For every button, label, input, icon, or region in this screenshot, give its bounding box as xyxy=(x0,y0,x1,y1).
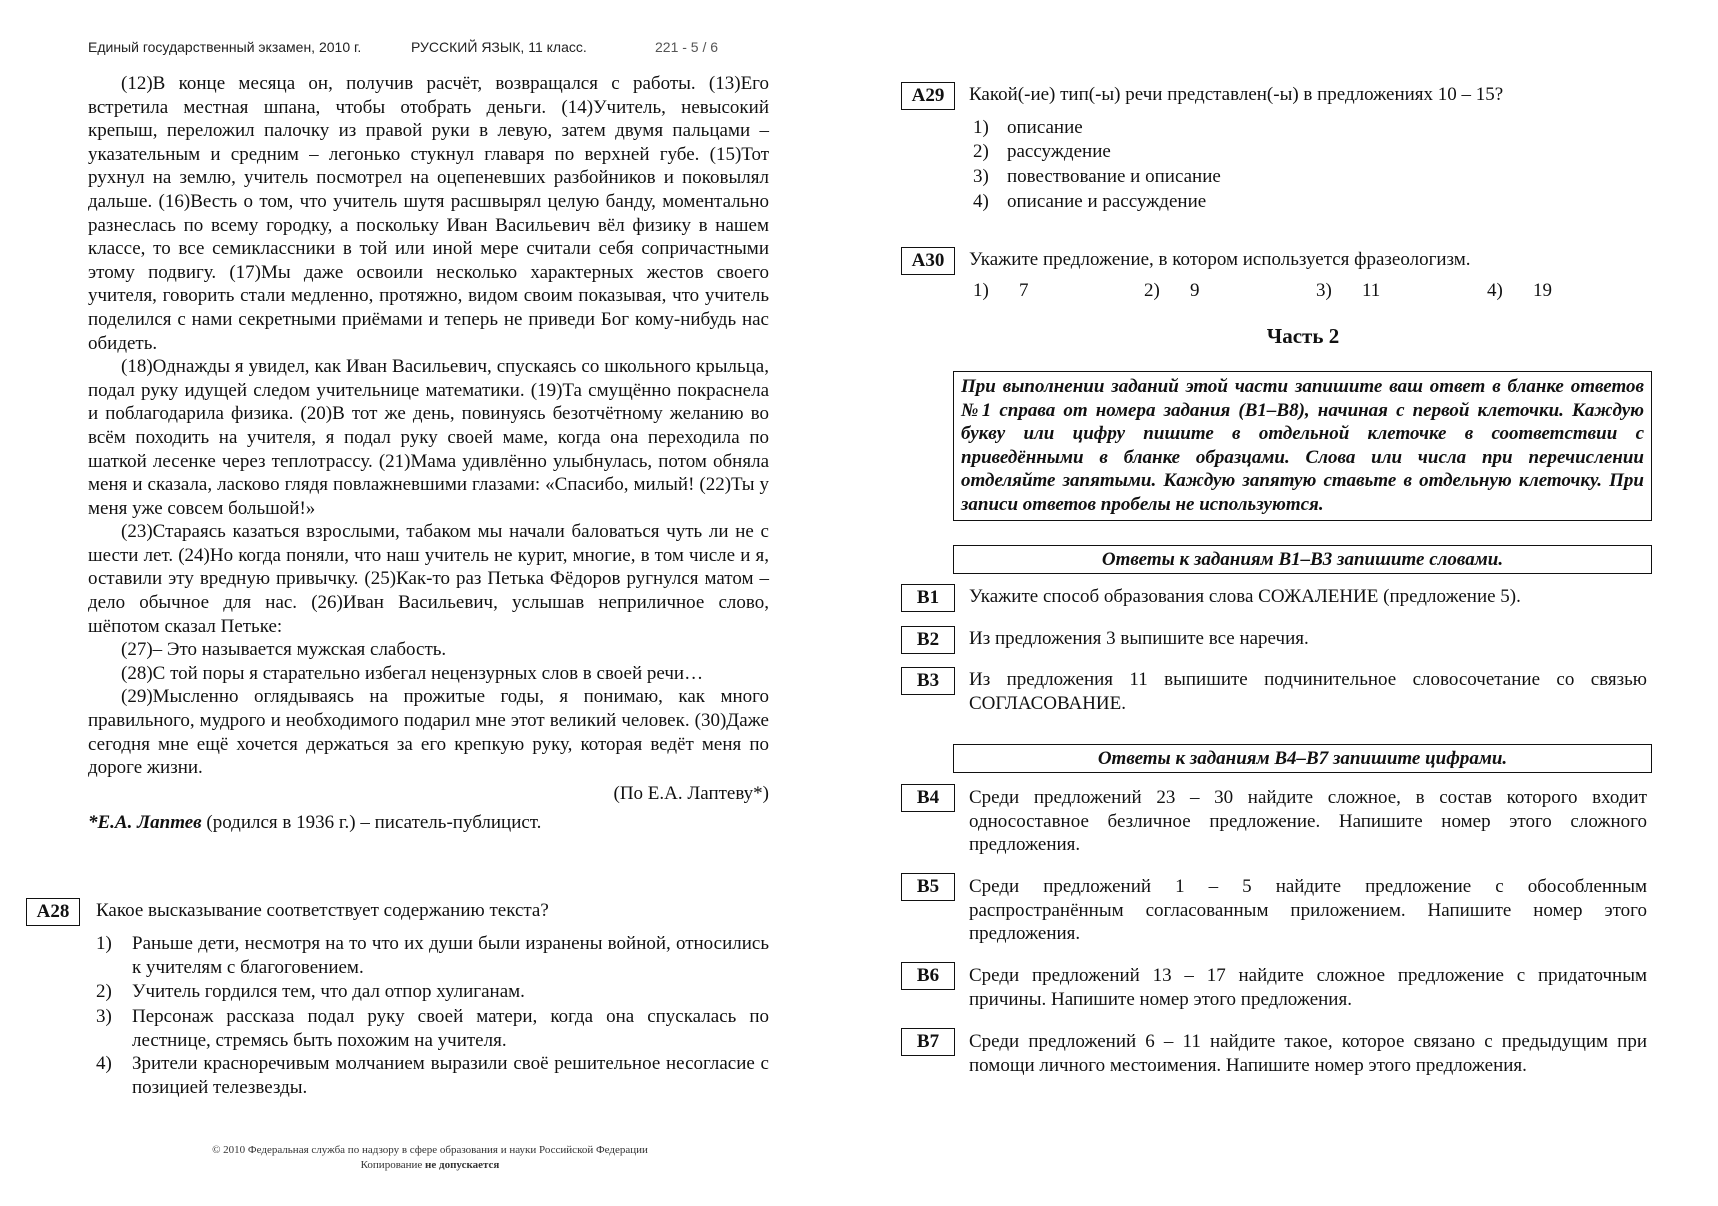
option-number: 1) xyxy=(96,933,112,954)
task-label-b1: В1 xyxy=(901,584,955,612)
b4-question: Среди предложений 23 – 30 найдите сложное, в состав которого входит односоставное безличное предложение. Напишите номер этого сложного предложения. xyxy=(969,787,1647,856)
option-text: 19 xyxy=(1533,280,1552,301)
a28-option xyxy=(96,932,769,979)
option-number: 4) xyxy=(1487,280,1503,301)
a29-option xyxy=(973,165,1221,189)
option-number: 2) xyxy=(1144,280,1160,301)
option-number: 3) xyxy=(973,166,989,187)
option-text: 9 xyxy=(1190,280,1200,301)
option-number: 2) xyxy=(973,141,989,162)
words-heading: Ответы к заданиям В1–В3 запишите словами. xyxy=(953,545,1652,574)
a30-question: Укажите предложение, в котором используется фразеологизм. xyxy=(969,249,1471,270)
option-number: 4) xyxy=(96,1053,112,1074)
task-label-b2: В2 xyxy=(901,626,955,654)
a29-option xyxy=(973,116,1083,140)
b5-question: Среди предложений 1 – 5 найдите предложение с обособленным распространённым согласованным приложением. Напишите номер этого предложения. xyxy=(969,876,1647,945)
option-text: Раньше дети, несмотря на то что их души были изранены войной, относились к учителям с благоговением. xyxy=(132,933,769,978)
b2-question: Из предложения 3 выпишите все наречия. xyxy=(969,628,1309,649)
a29-option xyxy=(973,140,1111,164)
text-paragraph: (27)– Это называется мужская слабость. xyxy=(121,639,447,661)
task-label-b5: В5 xyxy=(901,873,955,901)
option-text: повествование и описание xyxy=(1007,166,1221,187)
text-paragraph: (29)Мысленно оглядываясь на прожитые годы, я понимаю, как много правильного, мудрого и необходимого подарил мне этот великий человек. (30)Даже сегодня мне ещё хочется держаться за его крепкую руку, которая ведёт меня по дороге жизни. xyxy=(88,686,769,779)
option-text: Зрители красноречивым молчанием выразили своё решительное несогласие с позицией телезвезды. xyxy=(132,1053,769,1098)
task-label-b3: В3 xyxy=(901,667,955,695)
attribution: (По Е.А. Лаптеву*) xyxy=(613,782,769,804)
a29-question: Какой(-ие) тип(-ы) речи представлен(-ы) в предложениях 10 – 15? xyxy=(969,84,1504,105)
a29-option xyxy=(973,190,1206,214)
option-number: 3) xyxy=(1316,280,1332,301)
a28-option xyxy=(96,1052,769,1099)
task-label-b7: В7 xyxy=(901,1028,955,1056)
a30-option xyxy=(1487,279,1552,303)
reading-text xyxy=(88,72,769,835)
text-paragraph: (23)Стараясь казаться взрослыми, табаком мы начали баловаться чуть ли не с шести лет. (24)Но когда поняли, что наш учитель не курит, многие, в том числе и я, оставили эту вредную привычку. (25)Как-то раз Петька Фёдоров ругнулся матом – дело обычное для нас. (26)Иван Васильевич, услышав неприличное слово, шёпотом сказал Петьке: xyxy=(88,521,769,637)
copyright: © 2010 Федеральная служба по надзору в сфере образования и науки Российской Федерации xyxy=(212,1144,648,1156)
b3-question: Из предложения 11 выпишите подчинительное словосочетание со связью СОГЛАСОВАНИЕ. xyxy=(969,669,1647,714)
digits-heading: Ответы к заданиям В4–В7 запишите цифрами. xyxy=(953,744,1652,773)
header-page: 221 - 5 / 6 xyxy=(655,39,719,55)
option-text: 11 xyxy=(1362,280,1381,301)
task-label-b6: В6 xyxy=(901,962,955,990)
copy-notice-text: Копирование xyxy=(360,1159,426,1171)
a28-option xyxy=(96,1005,769,1052)
a30-option xyxy=(1144,279,1200,303)
option-number: 1) xyxy=(973,117,989,138)
header-subject: РУССКИЙ ЯЗЫК, 11 класс. xyxy=(411,39,587,55)
task-label-b4: В4 xyxy=(901,784,955,812)
option-text: описание xyxy=(1007,117,1083,138)
option-text: Учитель гордился тем, что дал отпор хулиганам. xyxy=(132,981,525,1002)
option-text: 7 xyxy=(1019,280,1029,301)
b1-question: Укажите способ образования слова СОЖАЛЕНИЕ (предложение 5). xyxy=(969,586,1521,607)
task-label-a29: А29 xyxy=(901,82,955,110)
footnote-text: (родился в 1936 г.) – писатель-публицист. xyxy=(201,812,542,834)
option-number: 2) xyxy=(96,981,112,1002)
copy-notice-bold: не допускается xyxy=(425,1159,500,1171)
header-exam: Единый государственный экзамен, 2010 г. xyxy=(88,39,362,55)
task-label-a28: А28 xyxy=(26,898,80,926)
footnote xyxy=(88,811,769,835)
option-number: 4) xyxy=(973,191,989,212)
footnote-author: *Е.А. Лаптев xyxy=(88,812,202,834)
text-paragraph: (18)Однажды я увидел, как Иван Васильевич, спускаясь со школьного крыльца, подал руку идущей следом учительнице математики. (19)Та смущённо покраснела и поблагодарила физика. (20)В тот же день, повинуясь безотчётному желанию во всём походить на учителя, я подал руку своей маме, когда она переходила по шаткой лесенке через теплотрассу. (21)Мама удивлённо улыбнулась, потом обняла меня и сказала, ласково глядя повлажневшими глазами: «Спасибо, милый! (22)Ты у меня уже совсем большой!» xyxy=(88,356,769,519)
option-text: описание и рассуждение xyxy=(1007,191,1207,212)
a30-option xyxy=(973,279,1029,303)
option-text: Персонаж рассказа подал руку своей матери, когда она спускалась по лестнице, стремясь быть похожим на учителя. xyxy=(132,1006,769,1051)
copy-notice xyxy=(140,1159,720,1171)
text-paragraph: (12)В конце месяца он, получив расчёт, возвращался с работы. (13)Его встретила местная шпана, чтобы отобрать деньги. (14)Учитель, невысокий крепыш, переложил палочку из правой руки в левую, затем двумя пальцами – указательным и средним – легонько стукнул главаря по верхней губе. (15)Тот рухнул на землю, учитель посмотрел на оцепеневших разбойников и поковылял дальше. (16)Весть о том, что учитель шутя расшвырял целую банду, моментально разнеслась по всему городку, а поскольку Иван Васильевич вёл физику в нашем классе, то все семиклассники в той или иной мере считали себя сопричастными этому подвигу. (17)Мы даже освоили несколько характерных жестов своего учителя, говорить стали медленно, протяжно, видом своим показывая, что учитель поделился с нами секретными приёмами и теперь не приведи Бог кому-нибудь нас обидеть. xyxy=(88,73,769,354)
option-number: 1) xyxy=(973,280,989,301)
a30-option xyxy=(1316,279,1380,303)
task-label-a30: А30 xyxy=(901,247,955,275)
option-number: 3) xyxy=(96,1006,112,1027)
b6-question: Среди предложений 13 – 17 найдите сложное предложение с придаточным причины. Напишите номер этого предложения. xyxy=(969,965,1647,1010)
option-text: рассуждение xyxy=(1007,141,1111,162)
a28-question: Какое высказывание соответствует содержанию текста? xyxy=(96,900,549,921)
text-paragraph: (28)С той поры я старательно избегал нецензурных слов в своей речи… xyxy=(121,662,704,684)
a28-option xyxy=(96,980,769,1004)
part2-instructions: При выполнении заданий этой части запишите ваш ответ в бланке ответов №1 справа от номера задания (В1–В8), начиная с первой клеточки. Каждую букву или цифру пишите в отдельной клеточке в соответствии с приведёнными в бланке образцами. Слова или числа при перечислении отделяйте запятыми. Каждую запятую ставьте в отдельную клеточку. При записи ответов пробелы не используются. xyxy=(953,371,1652,521)
part2-title: Часть 2 xyxy=(1266,324,1340,348)
b7-question: Среди предложений 6 – 11 найдите такое, которое связано с предыдущим при помощи личного местоимения. Напишите номер этого предложения. xyxy=(969,1031,1647,1076)
